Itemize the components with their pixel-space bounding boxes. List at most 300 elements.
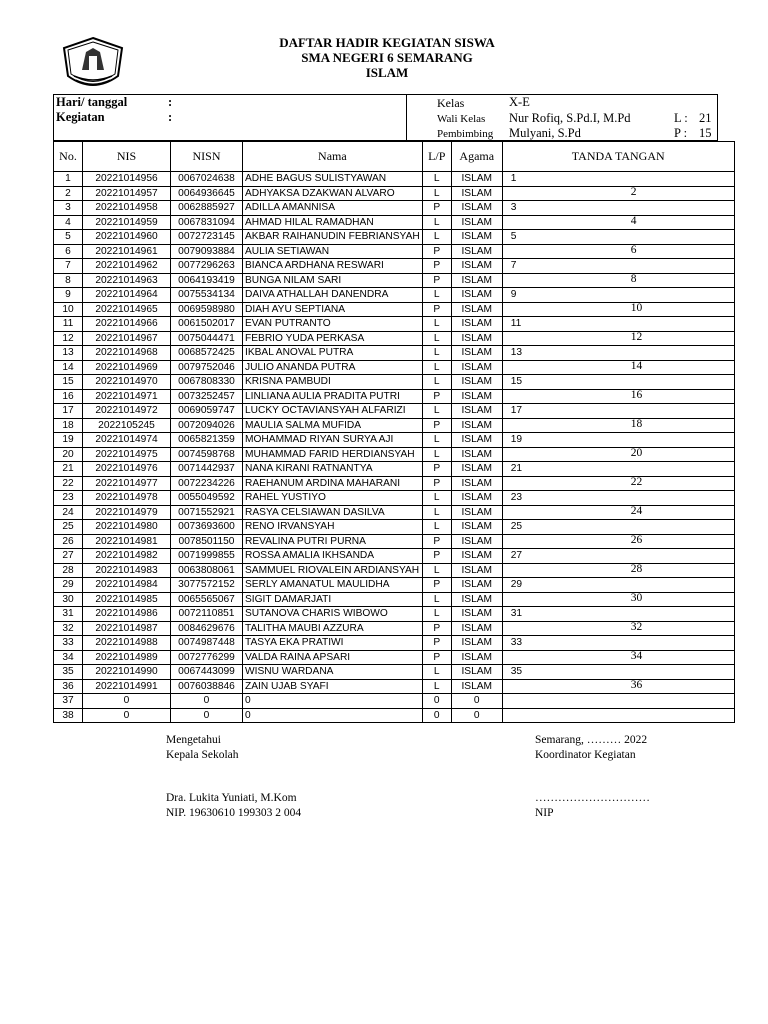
table-row [54,505,735,520]
table-header-row [54,142,735,172]
row-signature: 26 [502,534,734,549]
male-label: L : [674,111,688,125]
table-row [54,621,735,636]
footer-principal-name: Dra. Lukita Yuniati, M.Kom [166,792,297,804]
row-gender: P [422,462,451,477]
row-name: VALDA RAINA APSARI [243,650,423,665]
row-nisn: 0064193419 [171,273,243,288]
row-no: 37 [54,694,83,709]
row-no: 9 [54,288,83,303]
table-row [54,433,735,448]
row-signature: 5 [502,230,734,245]
row-religion: ISLAM [451,462,502,477]
row-gender: L [422,505,451,520]
row-nisn: 0084629676 [171,621,243,636]
footer-place-date: Semarang, ……… 2022 [535,734,648,746]
table-row [54,549,735,564]
row-nisn: 3077572152 [171,578,243,593]
row-religion: ISLAM [451,491,502,506]
table-row [54,578,735,593]
row-nisn: 0065565067 [171,592,243,607]
row-signature: 7 [502,259,734,274]
row-no: 17 [54,404,83,419]
row-signature: 27 [502,549,734,564]
row-nis: 20221014989 [83,650,171,665]
row-signature: 8 [502,273,734,288]
row-no: 38 [54,708,83,723]
row-signature: 35 [502,665,734,680]
table-row [54,636,735,651]
row-nisn: 0079752046 [171,360,243,375]
header-gender: L/P [422,142,451,172]
row-name: BUNGA NILAM SARI [243,273,423,288]
row-no: 35 [54,665,83,680]
row-name: BIANCA ARDHANA RESWARI [243,259,423,274]
row-religion: ISLAM [451,418,502,433]
row-religion: ISLAM [451,607,502,622]
row-nisn: 0 [171,694,243,709]
row-no: 19 [54,433,83,448]
row-signature: 12 [502,331,734,346]
row-religion: ISLAM [451,172,502,187]
table-row [54,186,735,201]
row-religion: ISLAM [451,230,502,245]
row-gender: L [422,230,451,245]
row-nisn: 0067024638 [171,172,243,187]
row-nisn: 0067808330 [171,375,243,390]
row-no: 2 [54,186,83,201]
supervisor-value: Mulyani, S.Pd [509,126,581,140]
row-nis: 20221014979 [83,505,171,520]
row-signature: 23 [502,491,734,506]
male-count: 21 [699,111,712,125]
row-religion: 0 [451,708,502,723]
table-row [54,708,735,723]
row-signature: 21 [502,462,734,477]
footer-acknowledged: Mengetahui [166,734,221,746]
row-no: 15 [54,375,83,390]
row-nis: 20221014987 [83,621,171,636]
supervisor-label: Pembimbing [437,128,494,140]
row-signature: 16 [502,389,734,404]
row-nisn: 0073693600 [171,520,243,535]
row-no: 30 [54,592,83,607]
row-religion: ISLAM [451,215,502,230]
row-religion: ISLAM [451,317,502,332]
row-name: RASYA CELSIAWAN DASILVA [243,505,423,520]
row-nis: 20221014966 [83,317,171,332]
row-name: NANA KIRANI RATNANTYA [243,462,423,477]
row-no: 11 [54,317,83,332]
row-no: 6 [54,244,83,259]
attendance-table [53,141,735,723]
row-no: 4 [54,215,83,230]
row-nis: 2022105245 [83,418,171,433]
row-signature: 10 [502,302,734,317]
row-name: JULIO ANANDA PUTRA [243,360,423,375]
row-signature: 1 [502,172,734,187]
row-no: 22 [54,476,83,491]
table-row [54,259,735,274]
row-signature: 34 [502,650,734,665]
row-religion: ISLAM [451,404,502,419]
row-nis: 20221014963 [83,273,171,288]
row-name: SERLY AMANATUL MAULIDHA [243,578,423,593]
row-name: EVAN PUTRANTO [243,317,423,332]
row-religion: ISLAM [451,505,502,520]
header-agama: Agama [451,142,502,172]
row-gender: L [422,592,451,607]
row-no: 36 [54,679,83,694]
row-nis: 20221014960 [83,230,171,245]
row-no: 31 [54,607,83,622]
row-no: 3 [54,201,83,216]
row-signature: 28 [502,563,734,578]
row-nis: 20221014978 [83,491,171,506]
row-gender: P [422,418,451,433]
row-signature: 4 [502,215,734,230]
table-row [54,607,735,622]
day-colon: : [168,95,173,109]
row-gender: L [422,346,451,361]
row-name: AHMAD HILAL RAMADHAN [243,215,423,230]
row-nis: 20221014958 [83,201,171,216]
row-gender: L [422,317,451,332]
row-nis: 20221014991 [83,679,171,694]
table-row [54,447,735,462]
row-religion: ISLAM [451,186,502,201]
row-signature: 19 [502,433,734,448]
row-gender: L [422,520,451,535]
row-religion: ISLAM [451,476,502,491]
row-nisn: 0072094026 [171,418,243,433]
row-nis: 20221014974 [83,433,171,448]
row-name: ADILLA AMANNISA [243,201,423,216]
row-gender: P [422,578,451,593]
row-gender: P [422,621,451,636]
row-gender: L [422,491,451,506]
row-nis: 0 [83,694,171,709]
row-no: 20 [54,447,83,462]
row-religion: ISLAM [451,534,502,549]
subject-name: ISLAM [365,65,409,80]
row-religion: ISLAM [451,331,502,346]
row-religion: ISLAM [451,389,502,404]
row-religion: ISLAM [451,259,502,274]
row-gender: L [422,665,451,680]
table-row [54,694,735,709]
row-no: 24 [54,505,83,520]
row-signature: 36 [502,679,734,694]
table-row [54,476,735,491]
row-signature: 24 [502,505,734,520]
row-nis: 20221014982 [83,549,171,564]
table-row [54,650,735,665]
table-row [54,679,735,694]
table-row [54,389,735,404]
row-gender: P [422,549,451,564]
row-religion: ISLAM [451,578,502,593]
row-name: SUTANOVA CHARIS WIBOWO [243,607,423,622]
row-nis: 20221014975 [83,447,171,462]
row-nisn: 0063808061 [171,563,243,578]
table-row [54,520,735,535]
row-nis: 20221014959 [83,215,171,230]
row-name: RAEHANUM ARDINA MAHARANI [243,476,423,491]
table-row [54,534,735,549]
row-no: 14 [54,360,83,375]
row-nisn: 0076038846 [171,679,243,694]
row-nis: 20221014980 [83,520,171,535]
row-name: RENO IRVANSYAH [243,520,423,535]
row-name: WISNU WARDANA [243,665,423,680]
row-name: 0 [243,708,423,723]
row-gender: 0 [422,708,451,723]
row-gender: L [422,404,451,419]
row-gender: L [422,679,451,694]
row-signature: 30 [502,592,734,607]
row-gender: L [422,447,451,462]
row-gender: L [422,563,451,578]
row-gender: P [422,389,451,404]
header-nisn: NISN [171,142,243,172]
table-row [54,172,735,187]
row-name: MUHAMMAD FARID HERDIANSYAH [243,447,423,462]
row-signature: 9 [502,288,734,303]
row-nisn: 0074598768 [171,447,243,462]
row-nis: 0 [83,708,171,723]
table-row [54,346,735,361]
row-nis: 20221014968 [83,346,171,361]
row-name: DAIVA ATHALLAH DANENDRA [243,288,423,303]
row-nisn: 0075534134 [171,288,243,303]
row-name: RAHEL YUSTIYO [243,491,423,506]
row-name: FEBRIO YUDA PERKASA [243,331,423,346]
table-row [54,404,735,419]
row-name: ROSSA AMALIA IKHSANDA [243,549,423,564]
row-gender: P [422,273,451,288]
row-name: DIAH AYU SEPTIANA [243,302,423,317]
row-nis: 20221014977 [83,476,171,491]
row-religion: ISLAM [451,621,502,636]
row-nisn: 0078501150 [171,534,243,549]
row-name: TASYA EKA PRATIWI [243,636,423,651]
row-gender: L [422,288,451,303]
row-name: MOHAMMAD RIYAN SURYA AJI [243,433,423,448]
row-nisn: 0079093884 [171,244,243,259]
row-nisn: 0075044471 [171,331,243,346]
row-no: 5 [54,230,83,245]
row-name: 0 [243,694,423,709]
row-religion: ISLAM [451,549,502,564]
row-gender: P [422,650,451,665]
row-religion: ISLAM [451,563,502,578]
row-no: 21 [54,462,83,477]
table-row [54,592,735,607]
row-name: LINLIANA AULIA PRADITA PUTRI [243,389,423,404]
row-religion: ISLAM [451,302,502,317]
footer-coordinator-nip: NIP [535,807,554,819]
row-nisn: 0069598980 [171,302,243,317]
row-nisn: 0071552921 [171,505,243,520]
day-label: Hari/ tanggal [56,95,128,109]
row-no: 33 [54,636,83,651]
row-nis: 20221014961 [83,244,171,259]
row-religion: ISLAM [451,636,502,651]
table-row [54,215,735,230]
row-nis: 20221014981 [83,534,171,549]
row-no: 13 [54,346,83,361]
female-count: 15 [699,126,712,140]
row-religion: ISLAM [451,346,502,361]
table-row [54,302,735,317]
row-nisn: 0069059747 [171,404,243,419]
row-signature: 18 [502,418,734,433]
row-nis: 20221014976 [83,462,171,477]
table-row [54,230,735,245]
table-row [54,418,735,433]
row-no: 25 [54,520,83,535]
activity-colon: : [168,110,173,124]
row-name: TALITHA MAUBI AZZURA [243,621,423,636]
footer-coordinator-name: ………………………… [535,792,650,804]
row-gender: L [422,186,451,201]
row-gender: L [422,433,451,448]
row-nisn: 0071442937 [171,462,243,477]
row-nisn: 0068572425 [171,346,243,361]
row-nis: 20221014967 [83,331,171,346]
table-row [54,331,735,346]
row-gender: 0 [422,694,451,709]
row-religion: 0 [451,694,502,709]
school-name: SMA NEGERI 6 SEMARANG [301,50,473,65]
table-row [54,462,735,477]
row-gender: P [422,244,451,259]
row-signature: 6 [502,244,734,259]
row-name: SIGIT DAMARJATI [243,592,423,607]
class-label: Kelas [437,96,465,110]
row-religion: ISLAM [451,433,502,448]
row-name: ADHE BAGUS SULISTYAWAN [243,172,423,187]
header-no: No. [54,142,83,172]
row-gender: P [422,534,451,549]
document-title: DAFTAR HADIR KEGIATAN SISWA [279,35,495,50]
row-religion: ISLAM [451,665,502,680]
table-row [54,491,735,506]
row-no: 8 [54,273,83,288]
info-box [53,94,718,141]
row-no: 32 [54,621,83,636]
row-nisn: 0062885927 [171,201,243,216]
city-emblem-icon [60,36,126,94]
row-nis: 20221014984 [83,578,171,593]
row-gender: L [422,360,451,375]
row-signature: 32 [502,621,734,636]
info-divider [406,95,407,140]
row-nis: 20221014970 [83,375,171,390]
row-religion: ISLAM [451,273,502,288]
row-religion: ISLAM [451,201,502,216]
row-signature: 20 [502,447,734,462]
row-signature: 3 [502,201,734,216]
row-nisn: 0072110851 [171,607,243,622]
row-gender: L [422,607,451,622]
footer-principal-nip: NIP. 19630610 199303 2 004 [166,807,302,819]
row-nisn: 0071999855 [171,549,243,564]
row-nis: 20221014988 [83,636,171,651]
table-row [54,317,735,332]
header-titles [200,35,574,80]
activity-label: Kegiatan [56,110,105,124]
row-religion: ISLAM [451,244,502,259]
row-no: 29 [54,578,83,593]
row-signature: 17 [502,404,734,419]
row-gender: L [422,215,451,230]
row-name: KRISNA PAMBUDI [243,375,423,390]
row-nis: 20221014972 [83,404,171,419]
row-nis: 20221014964 [83,288,171,303]
row-nis: 20221014986 [83,607,171,622]
row-signature: 2 [502,186,734,201]
row-nisn: 0077296263 [171,259,243,274]
row-signature: 31 [502,607,734,622]
row-no: 26 [54,534,83,549]
row-nis: 20221014990 [83,665,171,680]
row-gender: P [422,302,451,317]
table-row [54,360,735,375]
row-gender: L [422,172,451,187]
row-no: 34 [54,650,83,665]
row-signature: 33 [502,636,734,651]
table-row [54,375,735,390]
row-nisn: 0067443099 [171,665,243,680]
header-signature: TANDA TANGAN [502,142,734,172]
footer-coordinator-title: Koordinator Kegiatan [535,749,636,761]
row-nisn: 0067831094 [171,215,243,230]
row-nisn: 0074987448 [171,636,243,651]
row-signature: 25 [502,520,734,535]
row-name: REVALINA PUTRI PURNA [243,534,423,549]
footer-principal-title: Kepala Sekolah [166,749,239,761]
row-no: 28 [54,563,83,578]
row-nis: 20221014965 [83,302,171,317]
row-no: 18 [54,418,83,433]
homeroom-value: Nur Rofiq, S.Pd.I, M.Pd [509,111,631,125]
female-label: P : [674,126,688,140]
row-gender: P [422,476,451,491]
row-no: 1 [54,172,83,187]
row-no: 10 [54,302,83,317]
class-value: X-E [509,95,530,109]
table-row [54,201,735,216]
row-nisn: 0073252457 [171,389,243,404]
table-body [54,172,735,723]
row-name: AULIA SETIAWAN [243,244,423,259]
row-gender: L [422,331,451,346]
row-name: MAULIA SALMA MUFIDA [243,418,423,433]
row-religion: ISLAM [451,360,502,375]
row-religion: ISLAM [451,447,502,462]
homeroom-label: Wali Kelas [437,113,486,125]
row-signature [502,694,734,709]
row-signature: 11 [502,317,734,332]
row-religion: ISLAM [451,679,502,694]
row-religion: ISLAM [451,375,502,390]
row-religion: ISLAM [451,288,502,303]
row-nisn: 0065821359 [171,433,243,448]
row-no: 23 [54,491,83,506]
row-nisn: 0072776299 [171,650,243,665]
